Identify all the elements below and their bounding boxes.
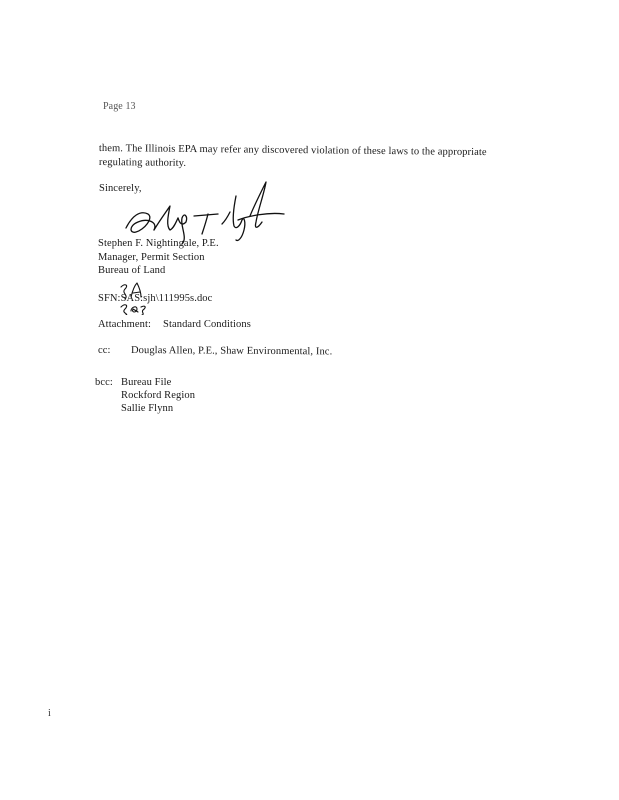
body-paragraph-line-2: regulating authority. (98, 157, 187, 169)
signer-department: Bureau of Land (98, 265, 166, 276)
margin-mark: i (48, 708, 51, 719)
attachment-value: Standard Conditions (163, 319, 251, 330)
closing-salutation: Sincerely, (99, 183, 142, 194)
reference-file-code: SFN:SAS:sjh\111995s.doc (98, 293, 213, 304)
signer-name: Stephen F. Nightingale, P.E. (98, 238, 219, 249)
page-number: Page 13 (103, 101, 136, 112)
body-paragraph-line-1: them. The Illinois EPA may refer any discovered violation of these laws to the appropriate (98, 143, 487, 159)
bcc-recipient: Sallie Flynn (121, 403, 174, 414)
bcc-recipient: Bureau File (121, 377, 172, 388)
attachment-label: Attachment: (98, 319, 152, 330)
bcc-recipient: Rockford Region (121, 390, 196, 401)
cc-recipient: Douglas Allen, P.E., Shaw Environmental, Inc. (130, 345, 333, 358)
bcc-label: bcc: (95, 377, 113, 388)
signer-title: Manager, Permit Section (98, 252, 205, 263)
cc-label: cc: (98, 345, 111, 356)
handwritten-initials (117, 281, 147, 315)
handwritten-signature (118, 176, 288, 246)
